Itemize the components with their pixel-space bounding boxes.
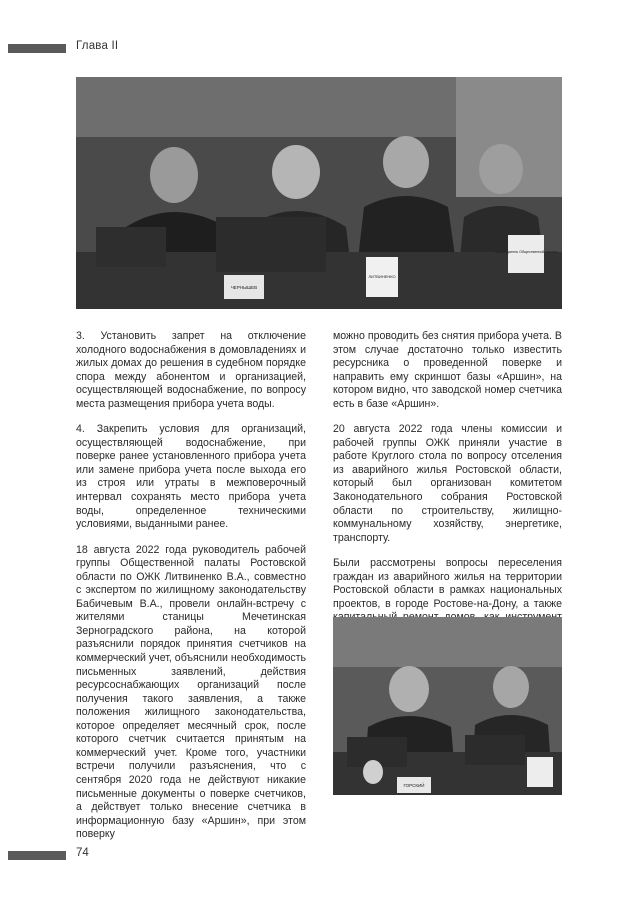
photo-meeting-top-image <box>76 77 562 309</box>
placard-3: ЛИТВИНЕНКО <box>368 274 396 279</box>
paragraph: 18 августа 2022 года руководитель рабочей группы Общественной палаты Ростовской области по ОЖК Литвиненко В.А., совместно с экспертом по жилищному законодательству Бабичевым В.А., провели онлайн-встречу с жителями станицы Мечетинская Зерноградского района, на которой разъяснили порядок принятия счетчиков на коммерческий учет, объяснили необходимость письменных заявлений, действия ресурсоснабжающих организаций после получения такого заявления, а также положения жилищного законодательства, которое определяет месячный срок, после которого счетчик считается принятым на коммерческий учет. Кроме того, участники встречи получили разъяснения, что с сентября 2020 года не действуют никакие письменные документы о поверке счетчиков, а действует только внесение счетчика в информационную базу «Аршин», при этом поверку <box>76 543 307 841</box>
header-bar <box>8 44 66 53</box>
photo-meeting-bottom-image <box>333 617 562 795</box>
paragraph: 3. Установить запрет на отключение холодного водоснабжения в домовладениях и жилых домах до решения в судебном порядке спора между абонентом и организацией, осуществляющей водоснабжение, по вопросу места размещения прибора учета воды. <box>76 330 306 410</box>
placard-bottom: ГОРСКИЙ <box>403 783 425 788</box>
left-column <box>76 330 306 854</box>
placard-2: Председатель Общественной палаты <box>494 250 558 254</box>
paragraph: Были рассмотрены вопросы переселения граждан из аварийного жилья на территории Ростовской области в рамках национальных проектов, в городе Ростове-на-Дону, а также <box>333 557 562 610</box>
chapter-title: Глава II <box>76 40 119 52</box>
paragraph: можно проводить без снятия прибора учета. В этом случае достаточно только известить ресурсника о проведенной поверке и направить ему скриншот базы «Аршин», на котором видно, что заводской номер счетчика есть в базе «Аршин». <box>333 330 562 410</box>
photo-meeting-bottom <box>333 617 562 795</box>
paragraph: 4. Закрепить условия для организаций, осуществляющей водоснабжение, при поверке ранее установленного прибора учета или замене прибора учета после выхода его из строя или утраты в межповерочный интервал сохранять место прибора учета воды, определенное техническими условиями, выданными ранее. <box>76 423 306 531</box>
footer-bar <box>8 851 66 860</box>
placard-1: ЧЕРНЫШЕВ <box>230 285 258 290</box>
paragraph: 20 августа 2022 года члены комиссии и рабочей группы ОЖК приняли участие в работе Круглого стола по вопросу отселения из аварийного жилья Ростовской области, который был организован комитетом Законодательного собрания Ростовской области по строительству, жилищно-коммунальному хозяйству, энергетике, транспорту. <box>333 423 562 544</box>
page-number: 74 <box>76 847 89 859</box>
photo-meeting-top <box>76 77 562 309</box>
right-column <box>333 330 562 650</box>
